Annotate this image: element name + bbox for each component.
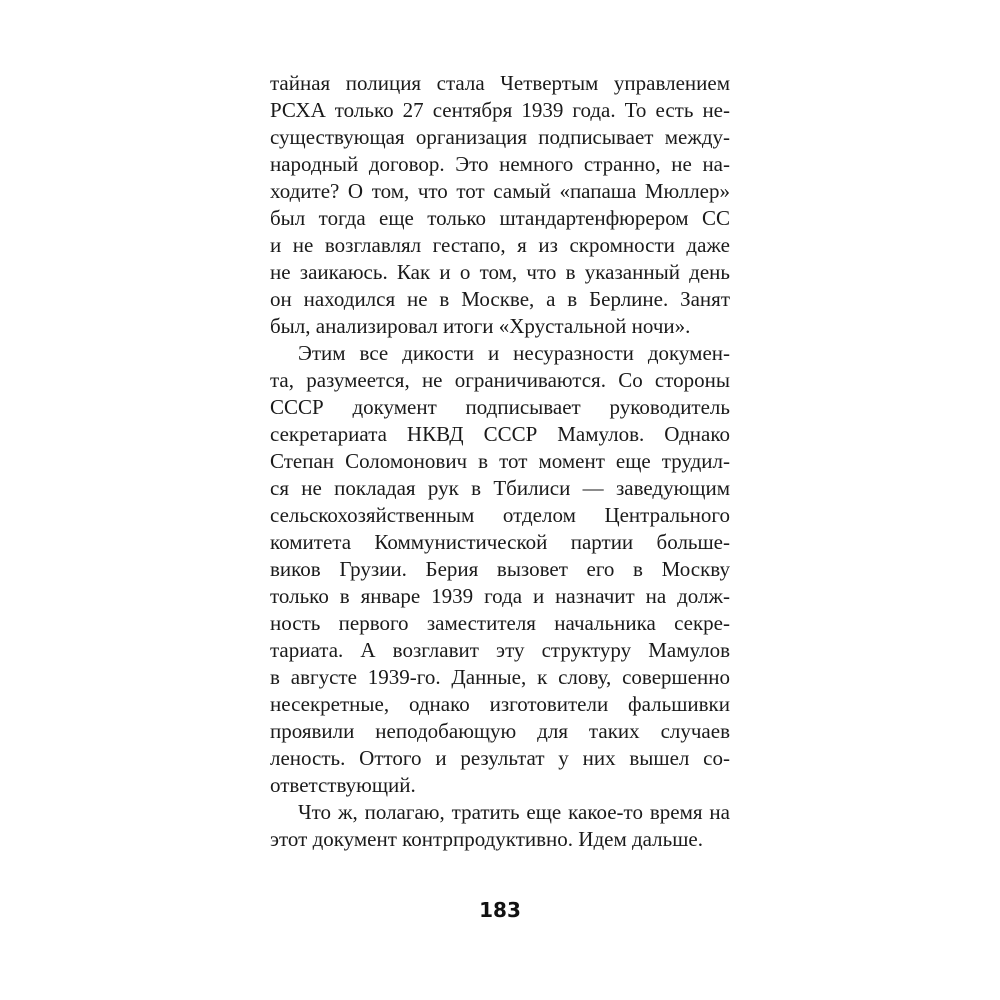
text-line: народный договор. Это немного странно, не на- (270, 152, 730, 176)
text-line: Степан Соломонович в тот момент еще трудил- (270, 449, 730, 473)
text-line: виков Грузии. Берия вызовет его в Москву (270, 557, 730, 581)
text-line: секретариата НКВД СССР Мамулов. Однако (270, 422, 730, 446)
text-line: не заикаюсь. Как и о том, что в указанный день (270, 260, 730, 284)
text-line: тариата. А возглавит эту структуру Мамулов (270, 638, 730, 662)
paragraph-3 (270, 799, 730, 853)
text-line: леность. Оттого и результат у них вышел со- (270, 746, 730, 770)
text-line: этот документ контрпродуктивно. Идем дальше. (270, 827, 703, 851)
text-line: ся не покладая рук в Тбилиси — заведующим (270, 476, 730, 500)
paragraph-2 (270, 340, 730, 799)
text-line: несекретные, однако изготовители фальшивки (270, 692, 730, 716)
text-line: ходите? О том, что тот самый «папаша Мюллер» (270, 179, 730, 203)
text-line: проявили неподобающую для таких случаев (270, 719, 730, 743)
text-line: был тогда еще только штандартенфюрером СС (270, 206, 730, 230)
text-line: существующая организация подписывает между- (270, 125, 730, 149)
body-text (270, 70, 730, 853)
text-line: в августе 1939-го. Данные, к слову, совершенно (270, 665, 730, 689)
text-line: сельскохозяйственным отделом Центрального (270, 503, 730, 527)
text-line: комитета Коммунистической партии больше- (270, 530, 730, 554)
text-line: та, разумеется, не ограничиваются. Со стороны (270, 368, 730, 392)
text-line: ответствующий. (270, 773, 416, 797)
text-line: он находился не в Москве, а в Берлине. Занят (270, 287, 730, 311)
text-line: СССР документ подписывает руководитель (270, 395, 730, 419)
text-line: и не возглавлял гестапо, я из скромности даже (270, 233, 730, 257)
text-line: Этим все дикости и несуразности докумен- (298, 341, 730, 365)
text-line: был, анализировал итоги «Хрустальной ночи». (270, 314, 691, 338)
text-line: Что ж, полагаю, тратить еще какое-то время на (298, 800, 730, 824)
paragraph-1 (270, 70, 730, 340)
text-line: РСХА только 27 сентября 1939 года. То есть не- (270, 98, 730, 122)
text-line: ность первого заместителя начальника секре- (270, 611, 730, 635)
text-line: только в январе 1939 года и назначит на долж- (270, 584, 730, 608)
page-number: 183 (479, 898, 521, 922)
text-line: тайная полиция стала Четвертым управлением (270, 71, 730, 95)
